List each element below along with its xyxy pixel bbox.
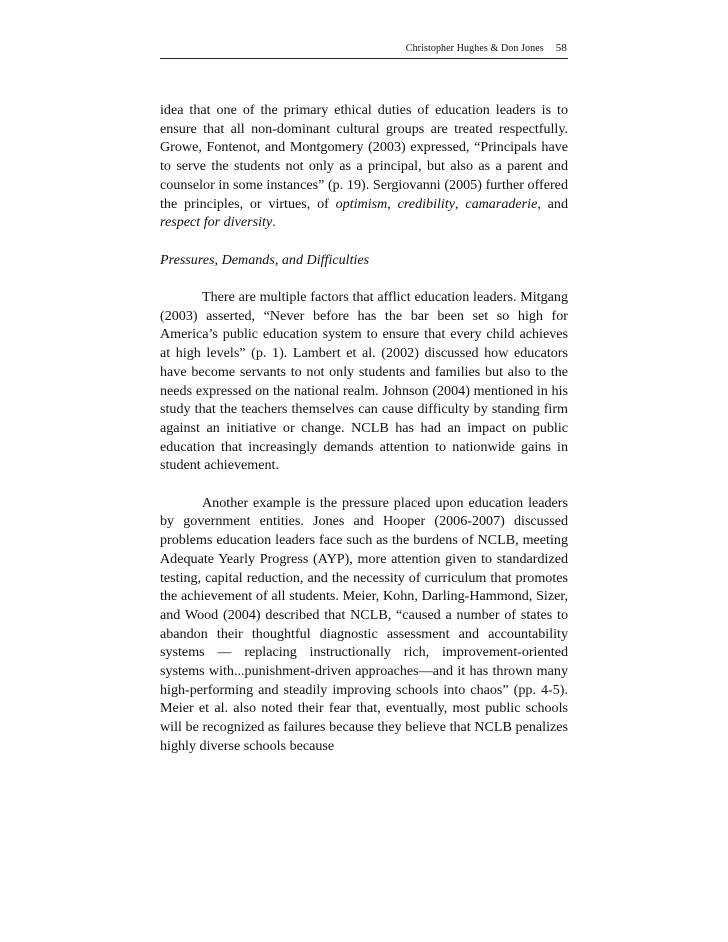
body-text [160,101,568,756]
paragraph-3: Another example is the pressure placed upon education leaders by government entities. Jones and Hooper (2006-2007) discussed problems education leaders face such as the burdens of NCLB, meeting Adequate Yearly Progress (AYP), more attention given to standardized testing, capital reduction, and the necessity of curriculum that promotes the achievement of all students. Meier, Kohn, Darling-Hammond, Sizer, and Wood (2004) described that NCLB, “caused a number of states to abandon their thoughtful diagnostic assessment and accountability systems — replacing instructionally rich, improvement-oriented systems with...punishment-driven approaches—and it has thrown many high-performing and steadily improving schools into chaos” (pp. 4-5). Meier et al. also noted their fear that, eventually, most public schools will be recognized as failures because they believe that NCLB penalizes highly diverse schools because [160,494,568,754]
term-optimism: optimism [335,195,388,212]
term-credibility: credibility [397,195,455,212]
separator: , and [537,195,568,212]
term-camaraderie: camaraderie [465,195,538,212]
running-header [160,41,567,56]
paragraph-2: There are multiple factors that afflict education leaders. Mitgang (2003) asserted, “Never before has the bar been set so high for America’s public education system to ensure that every child achieves at high levels” (p. 1). Lambert et al. (2002) discussed how educators have become servants to not only students and families but also to the needs expressed on the national realm. Johnson (2004) mentioned in his study that the teachers themselves can cause difficulty by standing firm against an initiative or change. NCLB has had an impact on public education that increasingly demands attention to nationwide gains in student achievement. [160,289,568,474]
page-number: 58 [555,42,567,54]
paragraph-1 [160,101,568,232]
section-heading: Pressures, Demands, and Difficulties [160,251,370,268]
separator: , [455,195,466,212]
sentence-end: . [272,214,276,231]
separator: , [387,195,398,212]
header-rule [160,58,568,59]
term-respect-for-diversity: respect for diversity [160,214,273,231]
paragraph-1-text: idea that one of the primary ethical duties of education leaders is to ensure that all non-dominant cultural groups are treated respectfully. Growe, Fontenot, and Montgomery (2003) expressed, “Principals have to serve the students not only as a principal, but also as a parent and counselor in some instances” (p. 19). Sergiovanni (2005) further offered the principles, or virtues, of [160,102,568,212]
header-author: Christopher Hughes & Don Jones [405,43,544,54]
